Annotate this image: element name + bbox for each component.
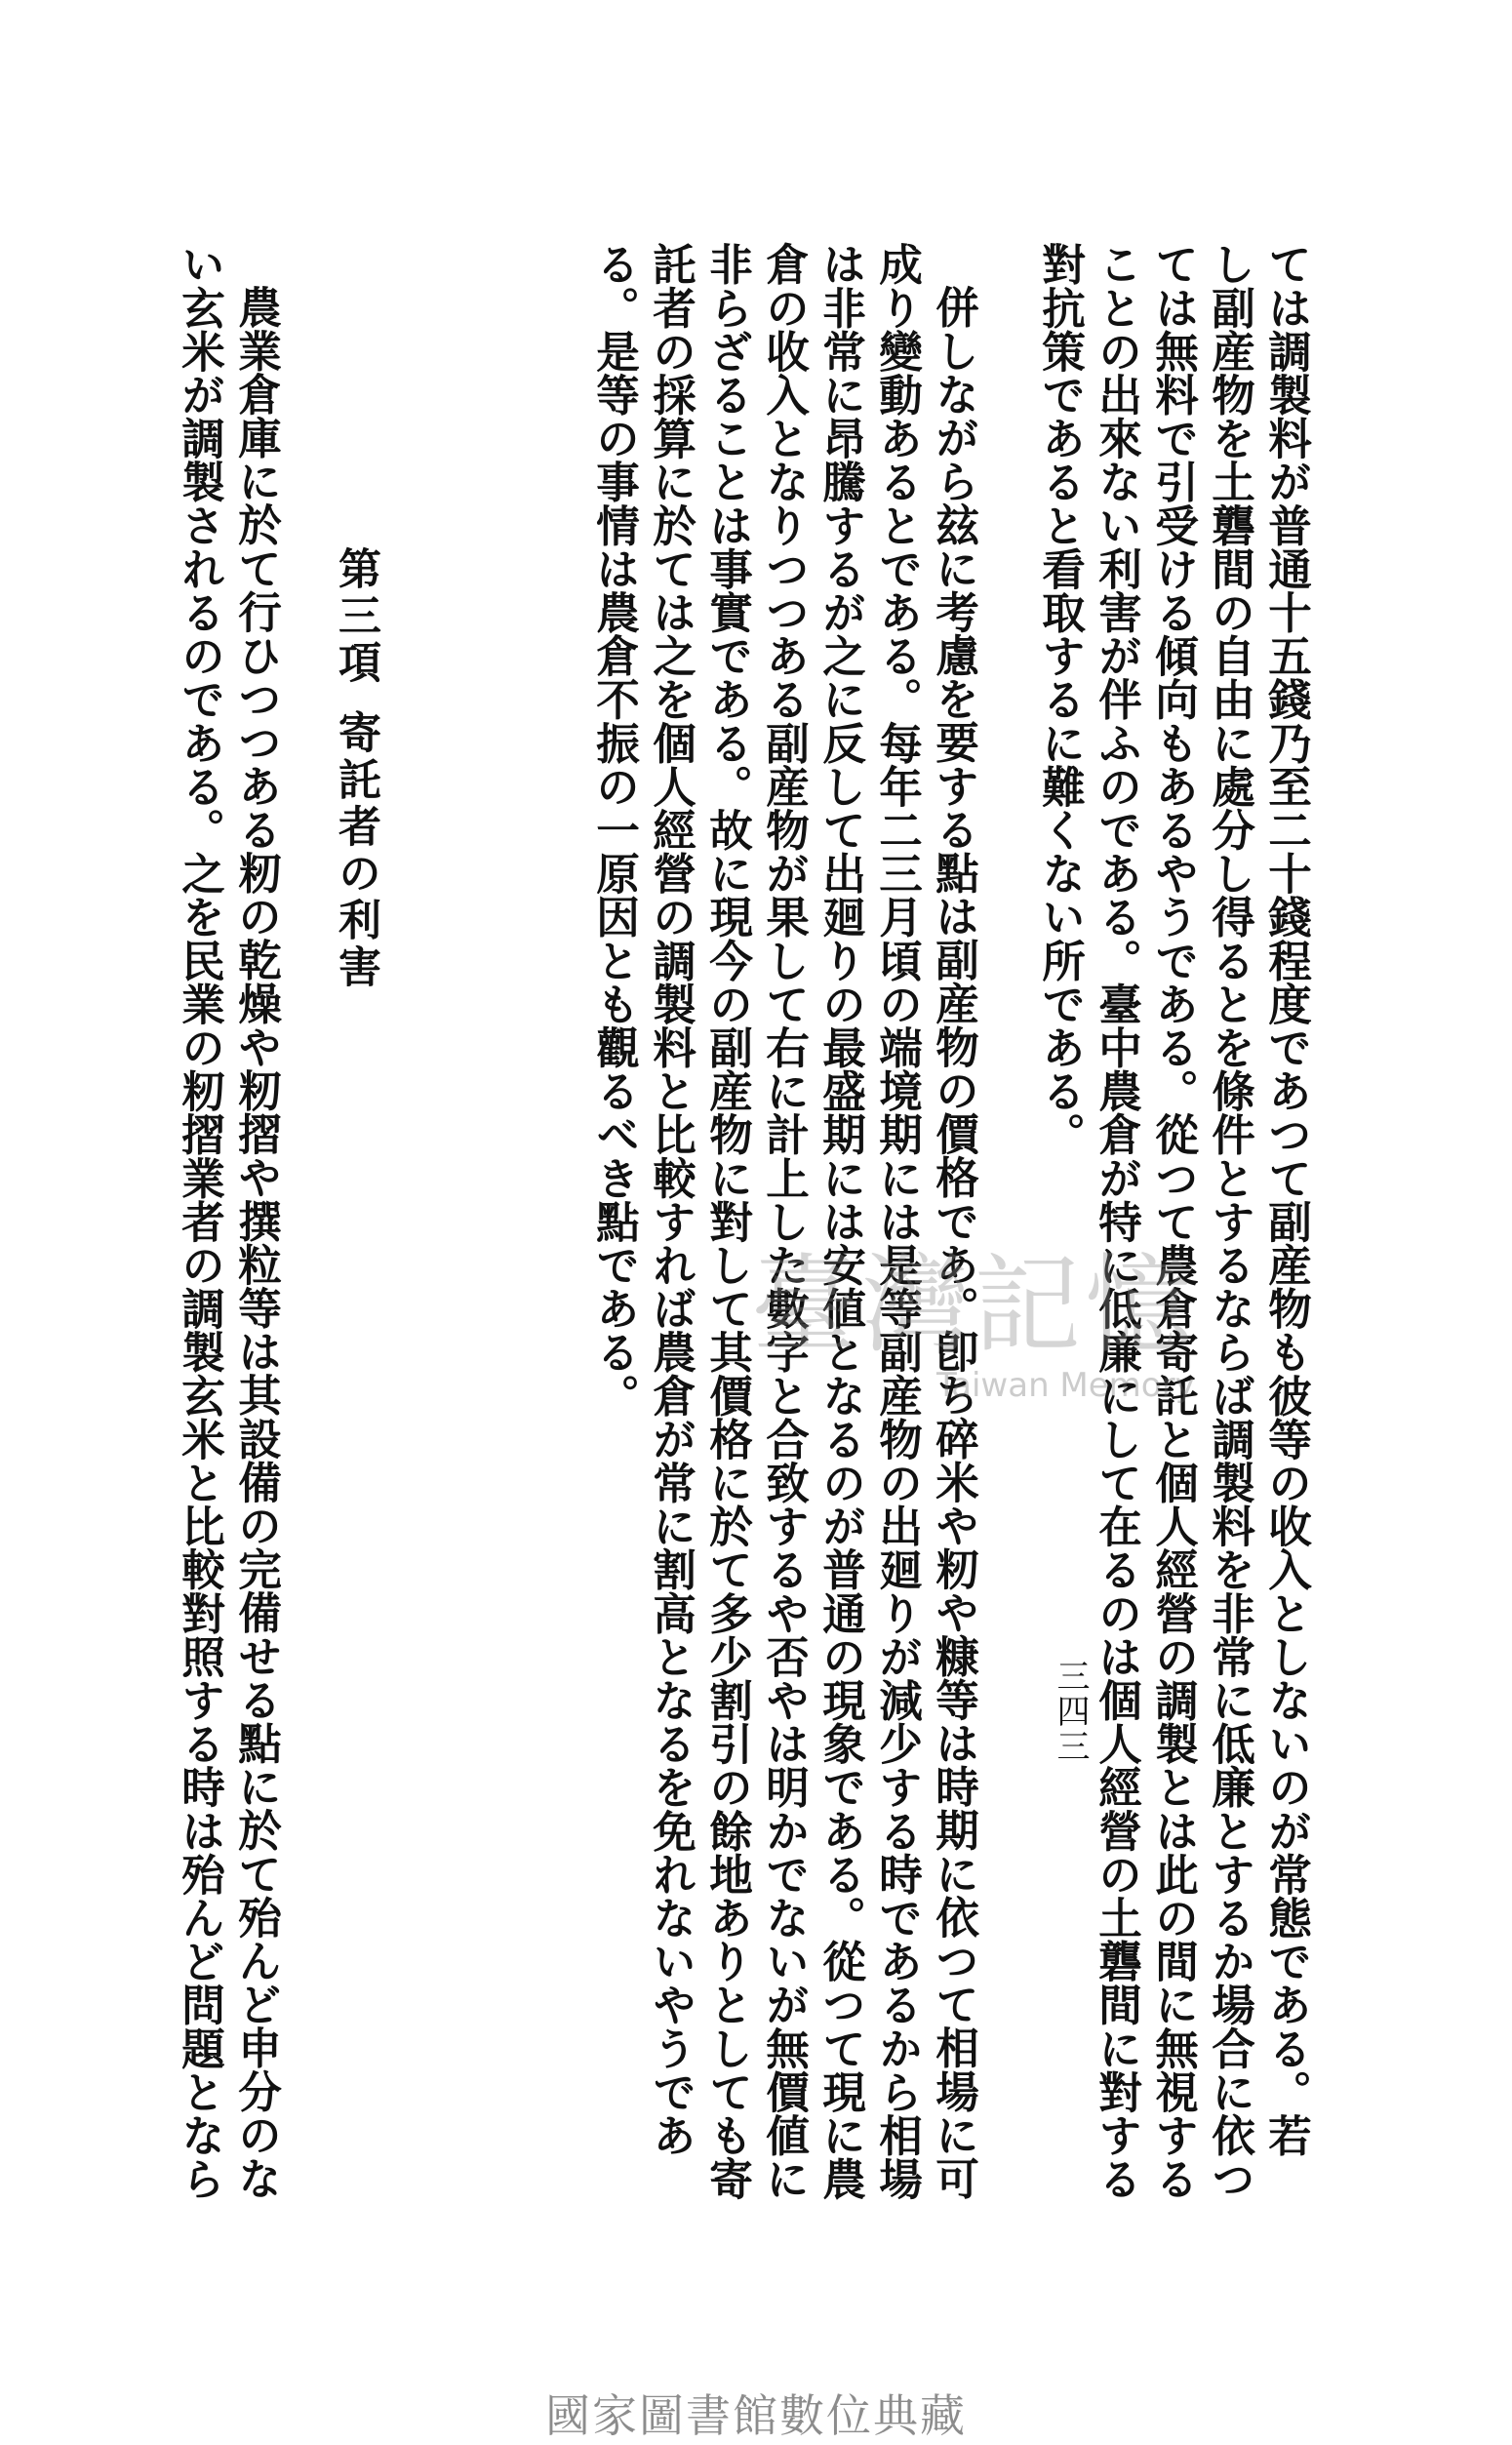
text-column-5: 對抗策であると看取するに難くない所である。 [1034, 242, 1087, 1156]
text-column-7: 成り變動あるとである。每年二三月頃の端境期には是等副産物の出廻りが減少する時であるから相場 [871, 242, 924, 2200]
footer-attribution: 國家圖書館數位典藏 [545, 2389, 967, 2442]
text-column-14: い玄米が調製されるのである。之を民業の籾摺業者の調製玄米と比較對照する時は殆んど問題となら [174, 242, 226, 2200]
text-column-13: 農業倉庫に於て行ひつつある籾の乾燥や籾摺や撰粒等は其設備の完備せる點に於て殆んど申分のな [230, 285, 283, 2200]
text-column-4: ことの出來ない利害が伴ふのである。臺中農倉が特に低廉にして在るのは個人經營の土礱間に對する [1091, 242, 1143, 2200]
section-title: 寄託者の利害 [331, 710, 380, 991]
text-column-2: し副産物を土礱間の自由に處分し得るとを條件とするならば調製料を非常に低廉とするか場合に依つ [1204, 242, 1256, 2200]
text-column-11: 託者の採算に於ては之を個人經營の調製料と比較すれば農倉が常に割高となるを免れないやうであ [645, 242, 697, 2157]
text-column-10: 非らざることは事實である。故に現今の副産物に對して其價格に於て多少割引の餘地ありとしても寄 [701, 242, 754, 2200]
section-number: 第三項 [331, 546, 380, 687]
page-number: 三四三 [1051, 1659, 1090, 1764]
text-column-1: ては調製料が普通十五錢乃至二十錢程度であつて副産物も彼等の收入としないのが常態である。若 [1260, 242, 1313, 2157]
text-column-9: 倉の收入となりつつある副産物が果して右に計上した數字と合致するや否やは明かでないが無價値に [758, 242, 811, 2200]
text-column-6: 併しながら玆に考慮を要する點は副産物の價格であ。卽ち碎米や籾や糠等は時期に依つて相場に可 [928, 285, 980, 2200]
watermark-subtitle: Taiwan Memory [936, 1366, 1195, 1405]
section-heading [331, 546, 380, 991]
text-column-12: る。是等の事情は農倉不振の一原因とも觀るべき點である。 [588, 242, 641, 1418]
watermark-title: 臺灣記憶 [751, 1243, 1196, 1368]
text-column-3: ては無料で引受ける傾向もあるやうである。從つて農倉寄託と個人經營の調製とは此の間に無視する [1147, 242, 1200, 2200]
text-column-8: は非常に昂騰するが之に反して出廻りの最盛期には安値となるのが普通の現象である。從つて現に農 [815, 242, 867, 2200]
